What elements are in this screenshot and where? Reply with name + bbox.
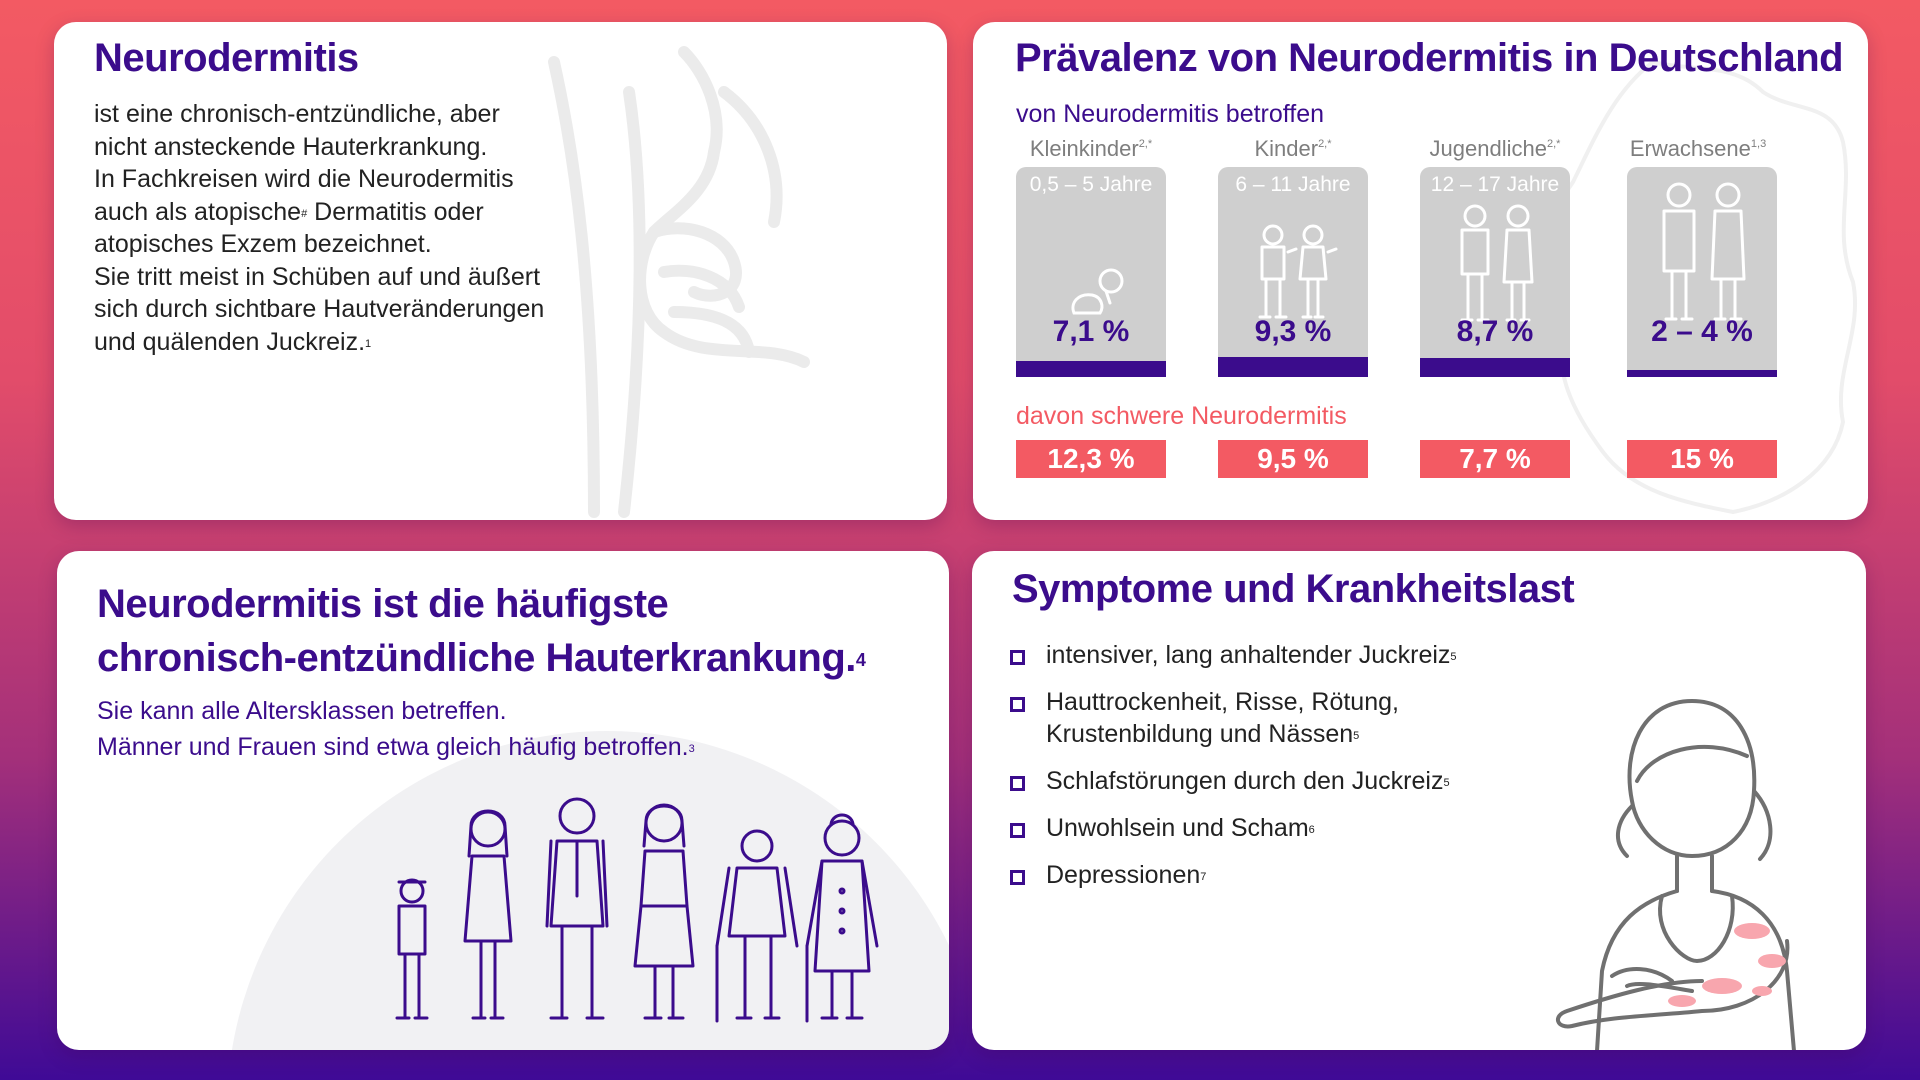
severe-value-kinder: 9,5 % bbox=[1218, 440, 1368, 478]
card-definition bbox=[54, 22, 947, 520]
prevalence-bar bbox=[1016, 361, 1166, 377]
symptom-item bbox=[1010, 859, 1457, 891]
prevalence-value: 2 – 4 % bbox=[1651, 315, 1753, 348]
group-label-text: Kinder bbox=[1254, 136, 1319, 161]
footnote-mark: 5 bbox=[1450, 651, 1457, 663]
footnote-mark: 3 bbox=[688, 743, 695, 755]
symptom-item bbox=[1010, 812, 1457, 844]
footnote-mark: 6 bbox=[1308, 824, 1315, 836]
prevalence-bar bbox=[1218, 357, 1368, 377]
definition-line bbox=[94, 326, 544, 359]
severe-value-jugendliche: 7,7 % bbox=[1420, 440, 1570, 478]
group-label-jugendliche bbox=[1395, 136, 1595, 162]
definition-text bbox=[94, 98, 544, 358]
affected-subtitle: von Neurodermitis betroffen bbox=[1016, 100, 1325, 128]
adults-icon bbox=[1652, 179, 1757, 324]
footnote-mark: 2,* bbox=[1318, 138, 1332, 150]
prevalence-bar bbox=[1420, 358, 1570, 377]
footnote-mark: 2,* bbox=[1546, 138, 1561, 150]
age-range: 0,5 – 5 Jahre bbox=[1029, 173, 1153, 196]
frequency-line: Sie kann alle Altersklassen betreffen. bbox=[97, 697, 507, 725]
footnote-mark: 2,* bbox=[1138, 138, 1153, 150]
group-label-text: Jugendliche bbox=[1429, 136, 1547, 161]
children-icon bbox=[1248, 217, 1343, 327]
teenagers-icon bbox=[1450, 202, 1545, 327]
group-box-kinder bbox=[1218, 167, 1368, 377]
bullet-icon bbox=[1010, 697, 1025, 712]
footnote-mark: 1,3 bbox=[1750, 138, 1767, 150]
woman-scratching-arm-icon bbox=[1532, 681, 1862, 1050]
hand-scratching-icon bbox=[534, 32, 864, 520]
family-generations-icon bbox=[377, 796, 917, 1031]
definition-line: In Fachkreisen wird die Neurodermitis bbox=[94, 165, 514, 193]
bullet-icon bbox=[1010, 776, 1025, 791]
symptoms-title: Symptome und Krankheitslast bbox=[1012, 567, 1575, 611]
card-prevalence bbox=[973, 22, 1868, 520]
prevalence-value: 7,1 % bbox=[1052, 315, 1130, 348]
definition-title: Neurodermitis bbox=[94, 36, 359, 80]
card-symptoms bbox=[972, 551, 1866, 1050]
symptoms-list bbox=[1010, 639, 1457, 906]
frequency-title bbox=[97, 577, 865, 685]
frequency-title-line: chronisch-entzündliche Hauterkrankung. bbox=[97, 636, 856, 680]
definition-text-span: auch als atopische bbox=[94, 197, 302, 226]
symptom-text: Depressionen bbox=[1046, 861, 1201, 889]
card-frequency bbox=[57, 551, 949, 1050]
prevalence-value: 8,7 % bbox=[1456, 315, 1534, 348]
severe-value-kleinkinder: 12,3 % bbox=[1016, 440, 1166, 478]
group-label-text: Kleinkinder bbox=[1029, 136, 1139, 161]
frequency-text bbox=[97, 693, 695, 765]
definition-line: Sie tritt meist in Schüben auf und äußert bbox=[94, 262, 541, 291]
severe-value-erwachsene: 15 % bbox=[1627, 440, 1777, 478]
footnote-mark: 4 bbox=[855, 650, 866, 670]
prevalence-bar bbox=[1627, 370, 1777, 377]
bullet-icon bbox=[1010, 650, 1025, 665]
age-range: 6 – 11 Jahre bbox=[1235, 173, 1351, 196]
symptom-item bbox=[1010, 639, 1457, 671]
definition-text-span: und quälenden Juckreiz. bbox=[94, 327, 366, 356]
symptom-item bbox=[1010, 686, 1457, 750]
group-label-text: Erwachsene bbox=[1629, 136, 1751, 161]
frequency-title-line: Neurodermitis ist die häufigste bbox=[97, 582, 669, 626]
frequency-line-text: Männer und Frauen sind etwa gleich häufig betroffen. bbox=[97, 733, 689, 761]
symptom-item bbox=[1010, 765, 1457, 797]
bullet-icon bbox=[1010, 823, 1025, 838]
footnote-mark: # bbox=[301, 207, 308, 220]
frequency-line bbox=[97, 729, 695, 765]
definition-line: atopisches Exzem bezeichnet. bbox=[94, 230, 432, 258]
symptom-text: Hauttrockenheit, Risse, Rötung, bbox=[1046, 688, 1399, 716]
footnote-mark: 5 bbox=[1443, 777, 1450, 789]
footnote-mark: 5 bbox=[1353, 730, 1360, 742]
symptom-text: Krustenbildung und Nässen bbox=[1046, 720, 1354, 748]
group-box-jugendliche bbox=[1420, 167, 1570, 377]
age-range: 12 – 17 Jahre bbox=[1430, 173, 1560, 196]
footnote-mark: 7 bbox=[1200, 871, 1207, 883]
symptom-text: intensiver, lang anhaltender Juckreiz bbox=[1046, 641, 1451, 669]
group-label-erwachsene bbox=[1598, 136, 1798, 162]
prevalence-title: Prävalenz von Neurodermitis in Deutschland bbox=[1015, 36, 1844, 80]
group-label-kinder bbox=[1193, 136, 1393, 162]
group-label-kleinkinder bbox=[991, 136, 1191, 162]
definition-line: nicht ansteckende Hauterkrankung. bbox=[94, 132, 488, 161]
group-box-erwachsene bbox=[1627, 167, 1777, 377]
group-box-kleinkinder bbox=[1016, 167, 1166, 377]
severe-subtitle: davon schwere Neurodermitis bbox=[1016, 402, 1347, 430]
symptom-text: Schlafstörungen durch den Juckreiz bbox=[1046, 767, 1444, 795]
baby-icon bbox=[1066, 267, 1131, 317]
bullet-icon bbox=[1010, 870, 1025, 885]
symptom-text: Unwohlsein und Scham bbox=[1046, 814, 1309, 842]
definition-line: sich durch sichtbare Hautveränderungen bbox=[94, 295, 545, 323]
definition-line bbox=[94, 196, 544, 229]
prevalence-value: 9,3 % bbox=[1254, 315, 1332, 348]
definition-line: ist eine chronisch-entzündliche, aber bbox=[94, 100, 500, 128]
footnote-mark: 1 bbox=[365, 337, 372, 350]
definition-text-span: Dermatitis oder bbox=[307, 197, 484, 226]
